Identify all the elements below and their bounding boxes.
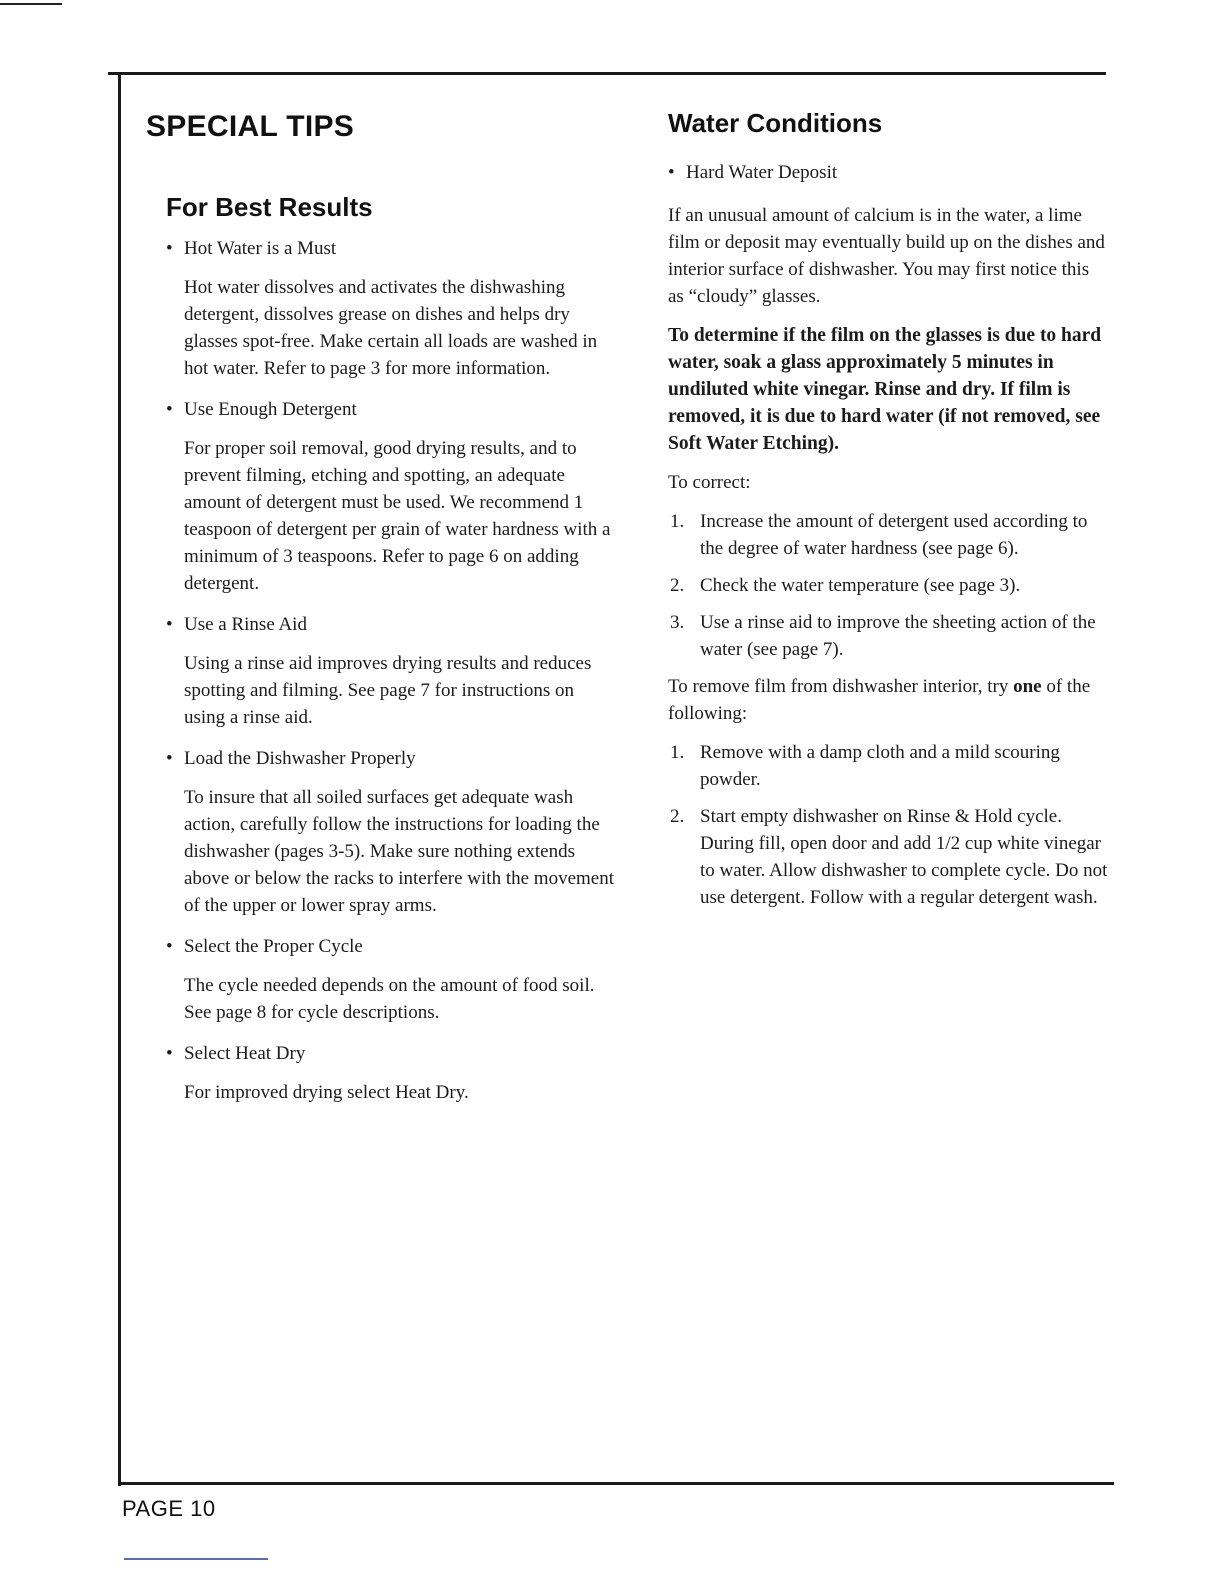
remove-intro-emphasis: one <box>1013 676 1042 697</box>
bottom-mark <box>124 1558 268 1560</box>
remove-step <box>668 739 1108 793</box>
step-number: 1. <box>670 511 685 532</box>
page-title: SPECIAL TIPS <box>146 110 355 143</box>
correct-step <box>668 609 1108 663</box>
tip-heading: • Use Enough Detergent <box>166 396 616 423</box>
section-heading-water-conditions: Water Conditions <box>668 108 883 138</box>
left-column <box>146 108 616 1120</box>
to-correct-label: To correct: <box>668 472 751 493</box>
remove-intro-text-end: of the following: <box>668 676 1091 724</box>
step-number: 3. <box>670 612 685 633</box>
tip-heading: • Select the Proper Cycle <box>166 933 616 960</box>
tips-list <box>166 235 616 1106</box>
step-text: Increase the amount of detergent used according to the degree of water hardness (see page 6). <box>700 511 1088 559</box>
correct-step <box>668 572 1108 599</box>
tip-heading: • Load the Dishwasher Properly <box>166 745 616 772</box>
frame-bottom-rule <box>118 1482 1114 1485</box>
tip-text: For improved drying select Heat Dry. <box>184 1082 469 1103</box>
tip-text: Using a rinse aid improves drying results and reduces spotting and filming. See page 7 for instructions on using a rinse aid. <box>184 653 592 728</box>
step-text: Check the water temperature (see page 3). <box>700 575 1021 596</box>
hard-water-intro: If an unusual amount of calcium is in the water, a lime film or deposit may eventually build up on the dishes and interior surface of dishwasher. You may first notice this as “cloudy” glasses. <box>668 205 1105 307</box>
tip-item <box>166 933 616 1026</box>
frame-left-rule <box>118 72 121 1486</box>
remove-intro-text: To remove film from dishwasher interior, try <box>668 676 1009 697</box>
tip-item <box>166 1040 616 1106</box>
frame-top-rule <box>108 72 1106 75</box>
tip-item <box>166 235 616 382</box>
tip-text: For proper soil removal, good drying results, and to prevent filming, etching and spotting, an adequate amount of detergent must be used. We recommend 1 teaspoon of detergent per grain of water hardness with a minimum of 3 teaspoons. Refer to page 6 on adding detergent. <box>184 438 611 594</box>
remove-step <box>668 803 1108 911</box>
tip-heading: • Use a Rinse Aid <box>166 611 616 638</box>
bullet-hard-water: • Hard Water Deposit <box>668 159 1108 186</box>
step-number: 2. <box>670 806 685 827</box>
section-heading-best-results: For Best Results <box>166 192 373 222</box>
tip-item <box>166 745 616 919</box>
tip-item <box>166 611 616 731</box>
tip-heading: • Hot Water is a Must <box>166 235 616 262</box>
step-number: 1. <box>670 742 685 763</box>
tip-item <box>166 396 616 597</box>
step-number: 2. <box>670 575 685 596</box>
step-text: Use a rinse aid to improve the sheeting action of the water (see page 7). <box>700 612 1096 660</box>
step-text: Remove with a damp cloth and a mild scouring powder. <box>700 742 1060 790</box>
hard-water-test-note: To determine if the film on the glasses is due to hard water, soak a glass approximately 5 minutes in undiluted white vinegar. Rinse and dry. If film is removed, it is due to hard water (if not removed, see Soft Water Etching). <box>668 325 1102 454</box>
water-conditions-content <box>668 159 1108 911</box>
tip-text: The cycle needed depends on the amount of food soil. See page 8 for cycle descriptions. <box>184 975 595 1023</box>
correct-step <box>668 508 1108 562</box>
corner-mark <box>0 3 62 5</box>
page-number: PAGE 10 <box>122 1496 216 1521</box>
remove-film-intro <box>668 673 1108 727</box>
tip-heading: • Select Heat Dry <box>166 1040 616 1067</box>
tip-text: To insure that all soiled surfaces get adequate wash action, carefully follow the instructions for loading the dishwasher (pages 3-5). Make sure nothing extends above or below the racks to interfere with the movement of the upper or lower spray arms. <box>184 787 614 916</box>
right-column <box>668 108 1108 921</box>
step-text: Start empty dishwasher on Rinse & Hold cycle. During fill, open door and add 1/2 cup white vinegar to water. Allow dishwasher to complete cycle. Do not use detergent. Follow with a regular detergent wash. <box>700 806 1108 908</box>
tip-text: Hot water dissolves and activates the dishwashing detergent, dissolves grease on dishes and helps dry glasses spot-free. Make certain all loads are washed in hot water. Refer to page 3 for more information. <box>184 277 598 379</box>
